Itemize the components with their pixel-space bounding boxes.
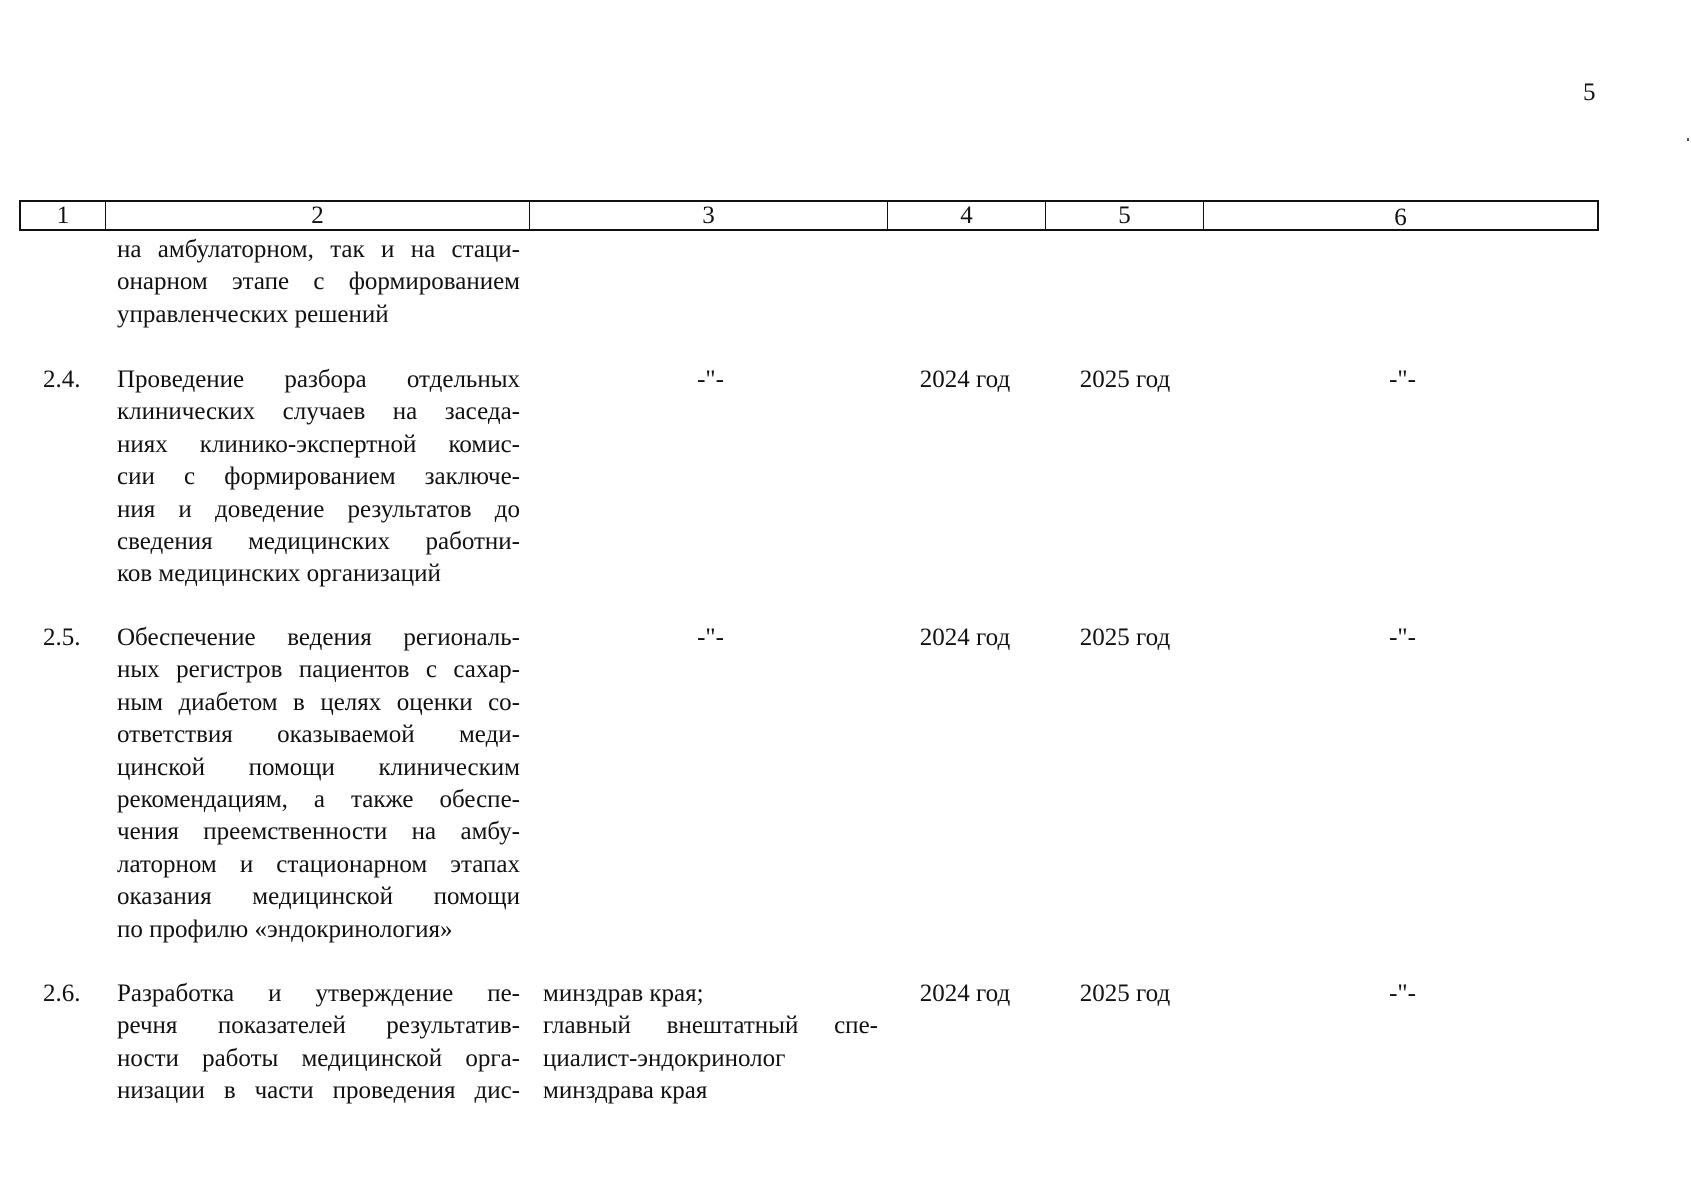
description-line: сии с формированием заключе- — [117, 463, 520, 491]
page-number: 5 — [1583, 79, 1596, 106]
description-line: управленческих решений — [117, 300, 389, 328]
table-header — [19, 200, 1599, 231]
description-line: онарном этапе с формированием — [117, 268, 520, 296]
scan-edge-mark — [1687, 138, 1689, 141]
description-line: латорном и стационарном этапах — [117, 850, 520, 878]
row-end-date: 2025 год — [1079, 980, 1171, 1007]
description-line: клинических случаев на заседа- — [117, 398, 520, 426]
row-start-date: 2024 год — [919, 366, 1011, 393]
description-line: речня показателей результатив- — [117, 1012, 520, 1040]
description-line: ния и доведение результатов до — [117, 495, 520, 523]
responsible-line: главный внештатный спе- — [543, 1012, 878, 1040]
row-number: 2.5. — [43, 624, 81, 651]
responsible-line: минздрава края — [543, 1077, 708, 1105]
header-col-2: 2 — [311, 202, 324, 229]
row-result: -"- — [1389, 980, 1416, 1007]
header-col-5: 5 — [1118, 202, 1131, 229]
description-line: Проведение разбора отдельных — [117, 366, 520, 393]
row-number: 2.6. — [43, 980, 81, 1007]
row-end-date: 2025 год — [1079, 624, 1171, 651]
description-line: чения преемственности на амбу- — [117, 818, 520, 846]
description-line: цинской помощи клиническим — [117, 753, 520, 781]
row-result: -"- — [1389, 366, 1416, 393]
description-line: ности работы медицинской орга- — [117, 1044, 520, 1072]
description-line: ков медицинских организаций — [117, 560, 441, 588]
description-line: Обеспечение ведения региональ- — [117, 624, 520, 651]
row-number: 2.4. — [43, 366, 81, 393]
row-description — [117, 234, 520, 331]
description-line: ниях клинико-экспертной комис- — [117, 430, 520, 458]
row-start-date: 2024 год — [919, 624, 1011, 651]
description-line: ных регистров пациентов с сахар- — [117, 656, 520, 684]
description-line: ным диабетом в целях оценки со- — [117, 688, 520, 716]
responsible-line: минздрав края; — [543, 980, 704, 1007]
row-start-date: 2024 год — [919, 980, 1011, 1007]
description-line: ответствия оказываемой меди- — [117, 721, 520, 749]
row-responsible: -"- — [697, 366, 724, 393]
row-description — [117, 364, 520, 591]
row-responsible: -"- — [697, 624, 724, 651]
description-line: рекомендациям, а также обеспе- — [117, 786, 520, 814]
row-description — [117, 622, 520, 946]
description-line: Разработка и утверждение пе- — [117, 980, 520, 1007]
row-end-date: 2025 год — [1079, 366, 1171, 393]
row-responsible — [543, 978, 878, 1108]
responsible-line: циалист-эндокринолог — [543, 1044, 786, 1072]
header-col-3: 3 — [702, 202, 715, 229]
row-description — [117, 978, 520, 1108]
header-col-6: 6 — [1394, 204, 1407, 231]
description-line: сведения медицинских работни- — [117, 528, 520, 556]
header-col-4: 4 — [960, 202, 973, 229]
header-col-1: 1 — [56, 202, 70, 229]
description-line: на амбулаторном, так и на стаци- — [117, 236, 520, 263]
description-line: оказания медицинской помощи — [117, 883, 520, 911]
description-line: по профилю «эндокринология» — [117, 915, 453, 943]
row-result: -"- — [1389, 624, 1416, 651]
description-line: низации в части проведения дис- — [117, 1077, 520, 1105]
